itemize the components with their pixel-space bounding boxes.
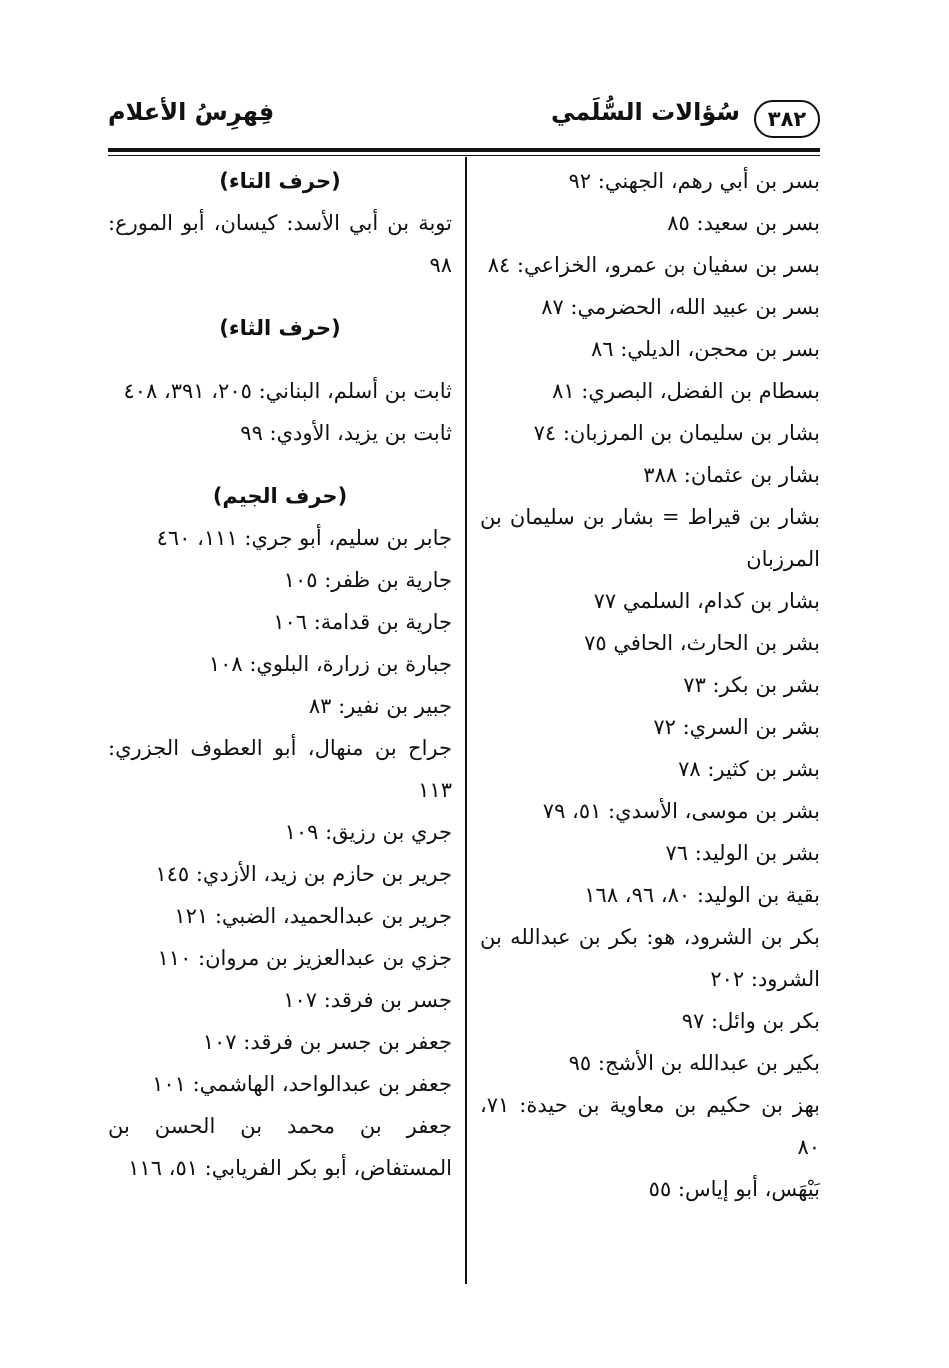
index-entry: جبارة بن زرارة، البلوي: ١٠٨ (208, 652, 452, 676)
index-entry: جرير بن عبدالحميد، الضبي: ١٢١ (174, 904, 452, 928)
index-entry: بسطام بن الفضل، البصري: ٨١ (552, 379, 820, 403)
index-entry: بشار بن سليمان بن المرزبان: ٧٤ (533, 421, 820, 445)
index-entry: جبير بن نفير: ٨٣ (308, 694, 452, 718)
right-column (480, 160, 820, 1210)
index-entry: ثابت بن يزيد، الأودي: ٩٩ (240, 421, 452, 445)
index-entry: بكر بن الشرود، هو: بكر بن عبدالله بن الشرود: ٢٠٢ (480, 925, 820, 991)
index-entry: بشر بن بكر: ٧٣ (683, 673, 820, 697)
index-entry: جعفر بن عبدالواحد، الهاشمي: ١٠١ (152, 1072, 452, 1096)
index-entry: بشر بن موسى، الأسدي: ٥١، ٧٩ (542, 799, 820, 823)
header-rule-thick (108, 148, 820, 152)
letter-heading-jim: (حرف الجيم) (212, 484, 348, 508)
index-entry: بهز بن حكيم بن معاوية بن حيدة: ٧١، ٨٠ (480, 1093, 820, 1159)
section-title: فِهرِسُ الأعلام (108, 98, 275, 126)
index-entry: بقية بن الوليد: ٨٠، ٩٦، ١٦٨ (584, 883, 820, 907)
index-entry: بسر بن سعيد: ٨٥ (667, 211, 820, 235)
book-title: سُؤالات السُّلَمي (550, 98, 740, 126)
index-entry: بشر بن كثير: ٧٨ (678, 757, 820, 781)
index-entry: توبة بن أبي الأسد: كيسان، أبو المورع: ٩٨ (108, 211, 452, 277)
index-entry: جابر بن سليم، أبو جري: ١١١، ٤٦٠ (156, 526, 452, 550)
index-entry: بسر بن أبي رهم، الجهني: ٩٢ (568, 169, 820, 193)
index-entry: بكير بن عبدالله بن الأشج: ٩٥ (568, 1051, 820, 1075)
index-entry: ثابت بن أسلم، البناني: ٢٠٥، ٣٩١، ٤٠٨ (123, 379, 452, 403)
index-entry: جراح بن منهال، أبو العطوف الجزري: ١١٣ (108, 736, 452, 802)
column-divider (465, 157, 467, 1284)
spacer (108, 349, 452, 370)
index-entry: جارية بن قدامة: ١٠٦ (273, 610, 452, 634)
index-entry: جارية بن ظفر: ١٠٥ (283, 568, 452, 592)
index-entry: بشار بن قيراط = بشار بن سليمان بن المرزبان (480, 505, 820, 571)
index-entry: بسر بن عبيد الله، الحضرمي: ٨٧ (541, 295, 820, 319)
index-entry: بسر بن محجن، الديلي: ٨٦ (590, 337, 820, 361)
letter-heading-tha: (حرف الثاء) (219, 316, 341, 340)
index-entry: جعفر بن محمد بن الحسن بن المستفاض، أبو بكر الفريابي: ٥١، ١١٦ (108, 1114, 452, 1180)
index-entry: بشر بن السري: ٧٢ (653, 715, 820, 739)
index-entry: بكر بن وائل: ٩٧ (681, 1009, 820, 1033)
index-entry: بشار بن كدام، السلمي ٧٧ (593, 589, 820, 613)
page-number-badge: ٣٨٢ (754, 100, 820, 138)
index-entry: بشر بن الحارث، الحافي ٧٥ (584, 631, 820, 655)
index-entry: جزي بن عبدالعزيز بن مروان: ١١٠ (157, 946, 452, 970)
left-column (108, 160, 452, 1189)
index-entry: بشار بن عثمان: ٣٨٨ (643, 463, 820, 487)
index-entry: جعفر بن جسر بن فرقد: ١٠٧ (202, 1030, 452, 1054)
spacer (108, 286, 452, 307)
index-entry: بشر بن الوليد: ٧٦ (665, 841, 820, 865)
spacer (108, 454, 452, 475)
index-entry: جرير بن حازم بن زيد، الأزدي: ١٤٥ (155, 862, 452, 886)
header-rule-thin (108, 155, 820, 156)
page-header (108, 86, 820, 146)
index-entry: بَيْهَس، أبو إياس: ٥٥ (648, 1177, 820, 1201)
index-entry: جسر بن فرقد: ١٠٧ (283, 988, 452, 1012)
letter-heading-ta: (حرف التاء) (219, 169, 341, 193)
index-entry: جري بن رزيق: ١٠٩ (284, 820, 452, 844)
index-entry: بسر بن سفيان بن عمرو، الخزاعي: ٨٤ (487, 253, 820, 277)
